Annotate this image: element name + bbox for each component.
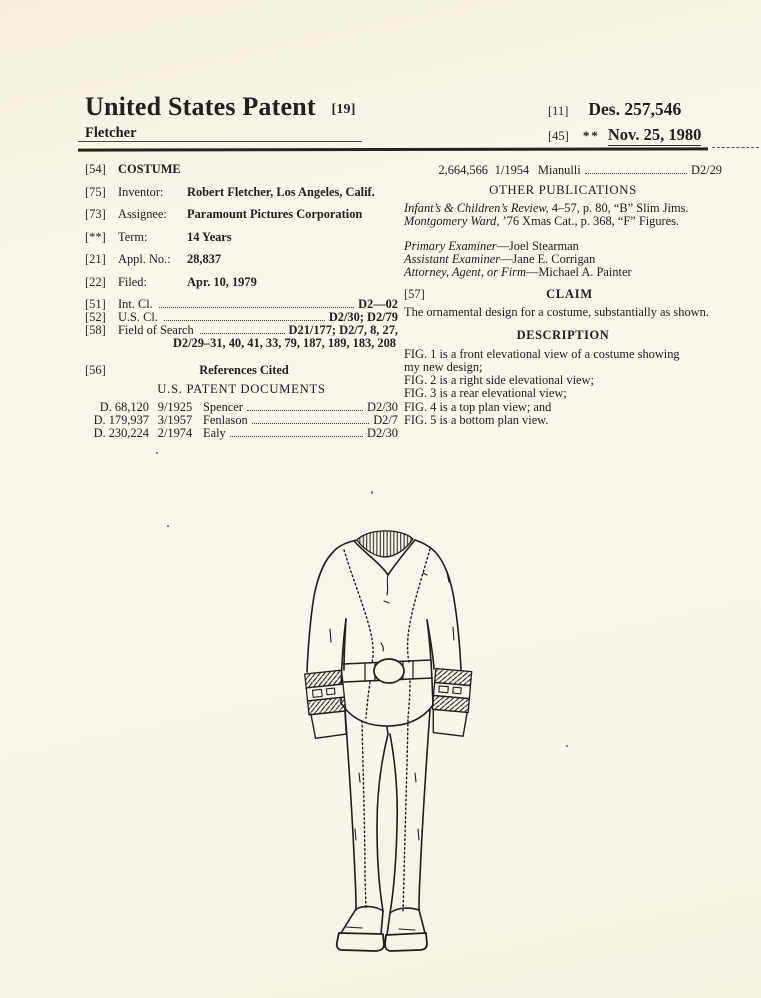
field-code: [57] xyxy=(404,287,425,302)
patent-number: Des. 257,546 xyxy=(588,99,682,119)
field-code: [52] xyxy=(85,309,106,324)
kind-code: [19] xyxy=(331,102,356,117)
field-of-search-label: Field of Search xyxy=(118,322,194,337)
issue-date: Nov. 25, 1980 xyxy=(607,125,702,144)
left-sleeve xyxy=(307,540,357,672)
field-code: [**] xyxy=(85,229,106,244)
dot-leader xyxy=(164,320,325,321)
table-row xyxy=(85,427,398,440)
patent-doc-class: D2/30 xyxy=(367,399,398,414)
belt-buckle xyxy=(374,659,404,683)
publication-source: Infant’s & Children’s Review, xyxy=(404,201,549,216)
dot-leader xyxy=(159,307,354,308)
field-code: [21] xyxy=(85,252,106,267)
patent-doc-number: 2,664,566 xyxy=(438,163,488,177)
field-code: [58] xyxy=(85,322,106,337)
field-code: [56] xyxy=(85,362,106,377)
patent-doc-number: D. 230,224 xyxy=(93,426,149,441)
patent-doc-name: Mianulli xyxy=(538,163,581,177)
dot-leader xyxy=(230,436,363,437)
scan-speck xyxy=(371,491,373,494)
field-term xyxy=(85,231,398,244)
publication-source: Montgomery Ward, xyxy=(404,214,500,229)
scan-speck xyxy=(566,745,568,747)
field-label: Term: xyxy=(118,229,148,244)
patent-doc-number: D. 179,937 xyxy=(93,413,149,428)
examiner-name: —Jane E. Corrigan xyxy=(500,251,596,266)
publication-detail: 4–57, p. 80, “B” Slim Jims. xyxy=(548,201,689,216)
field-label: Filed: xyxy=(118,274,147,289)
us-patent-documents-heading: U.S. PATENT DOCUMENTS xyxy=(157,381,326,396)
scan-speck xyxy=(156,452,158,454)
publication-detail: ’76 Xmas Cat., p. 368, “F” Figures. xyxy=(499,214,680,229)
belt xyxy=(343,659,432,683)
int-cl-value: D2—02 xyxy=(358,296,398,311)
inventor-value: Robert Fletcher, Los Angeles, Calif. xyxy=(187,184,375,199)
description-line: FIG. 5 is a bottom plan view. xyxy=(404,412,549,427)
issue-date-line xyxy=(548,125,701,145)
pants xyxy=(345,709,430,913)
header-rule-dashes xyxy=(712,147,759,148)
page-title xyxy=(85,92,356,122)
field-of-search-value-line2: D2/29–31, 40, 41, 33, 79, 187, 189, 183, 208 xyxy=(172,335,396,350)
field-appl-no xyxy=(85,253,398,266)
attorney-role: Attorney, Agent, or Firm xyxy=(404,265,526,280)
dot-leader xyxy=(252,423,369,424)
field-assignee xyxy=(85,208,398,221)
patent-doc-number: D. 68,120 xyxy=(99,399,149,414)
examiner-block xyxy=(404,240,722,280)
us-cl-label: U.S. Cl. xyxy=(118,309,158,324)
description-line: FIG. 2 is a right side elevational view; xyxy=(404,373,594,388)
claim-title: CLAIM xyxy=(546,287,593,302)
attorney-name: —Michael A. Painter xyxy=(525,265,632,280)
right-column xyxy=(404,163,722,427)
field-label: Assignee: xyxy=(118,207,167,222)
field-code: [54] xyxy=(85,162,106,176)
patent-doc-name: Ealy xyxy=(203,426,226,441)
left-column xyxy=(85,163,398,441)
application-number: 28,837 xyxy=(187,252,222,267)
field-title xyxy=(85,163,398,176)
int-cl-label: Int. Cl. xyxy=(118,296,153,311)
examiner-role: Assistant Examiner xyxy=(404,251,501,266)
claim-text: The ornamental design for a costume, substantially as shown. xyxy=(404,305,709,320)
references-cited-title: References Cited xyxy=(199,362,289,377)
patent-doc-name: Fenlason xyxy=(203,413,248,428)
patent-number-line xyxy=(548,99,681,120)
patent-doc-class: D2/30 xyxy=(367,426,398,441)
references-cited-heading xyxy=(85,364,398,377)
patent-doc-class: D2/7 xyxy=(373,413,398,428)
term-extension-stars: ** xyxy=(582,128,600,143)
field-of-search-value: D21/177; D2/7, 8, 27, xyxy=(288,322,398,337)
description-block xyxy=(404,348,722,427)
us-cl-value: D2/30; D2/79 xyxy=(328,309,398,324)
patent-doc-date: 3/1957 xyxy=(157,413,193,428)
field-filed xyxy=(85,276,398,289)
term-value: 14 Years xyxy=(187,229,232,244)
date-label: [45] xyxy=(548,129,569,143)
patent-doc-name: Spencer xyxy=(203,399,243,414)
rule-under-surname xyxy=(78,141,362,142)
dot-leader xyxy=(247,410,363,411)
field-code: [51] xyxy=(85,296,106,311)
invention-title: COSTUME xyxy=(118,162,181,176)
table-row xyxy=(404,164,722,177)
attorney-line xyxy=(404,266,722,279)
field-inventor xyxy=(85,186,398,199)
description-line: FIG. 4 is a top plan view; and xyxy=(404,399,552,414)
patent-title-text: United States Patent xyxy=(85,92,316,121)
left-cuff xyxy=(305,670,349,739)
other-publications-heading: OTHER PUBLICATIONS xyxy=(489,183,637,198)
description-line: my new design; xyxy=(404,359,483,374)
examiner-role: Primary Examiner xyxy=(404,238,497,253)
dot-leader xyxy=(200,333,285,334)
description-heading: DESCRIPTION xyxy=(516,327,610,342)
right-boot xyxy=(385,908,427,951)
field-label: Inventor: xyxy=(118,184,164,199)
us-patent-documents-table xyxy=(85,401,398,441)
filing-date: Apr. 10, 1979 xyxy=(187,274,257,289)
examiner-name: —Joel Stearman xyxy=(496,238,579,253)
costume-figure xyxy=(280,521,510,969)
header-rule xyxy=(78,147,708,151)
patent-doc-date: 9/1925 xyxy=(157,399,193,414)
assignee-value: Paramount Pictures Corporation xyxy=(187,207,363,222)
claim-heading xyxy=(404,288,722,301)
field-code: [73] xyxy=(85,207,106,222)
description-line: FIG. 3 is a rear elevational view; xyxy=(404,386,567,401)
other-publications-list xyxy=(404,202,722,228)
inventor-surname: Fletcher xyxy=(85,125,137,141)
dot-leader xyxy=(585,173,687,174)
scan-speck xyxy=(167,525,169,527)
patent-number-label: [11] xyxy=(548,104,569,118)
field-code: [22] xyxy=(85,274,106,289)
field-label: Appl. No.: xyxy=(118,252,171,267)
patent-doc-date: 2/1974 xyxy=(157,426,193,441)
description-line: FIG. 1 is a front elevational view of a costume showing xyxy=(404,346,680,361)
patent-doc-date: 1/1954 xyxy=(494,163,530,177)
right-sleeve xyxy=(415,540,461,670)
publication-item xyxy=(404,215,722,228)
right-cuff xyxy=(430,669,472,737)
left-boot xyxy=(337,907,384,951)
field-code: [75] xyxy=(85,184,106,199)
patent-doc-class: D2/29 xyxy=(691,163,722,177)
